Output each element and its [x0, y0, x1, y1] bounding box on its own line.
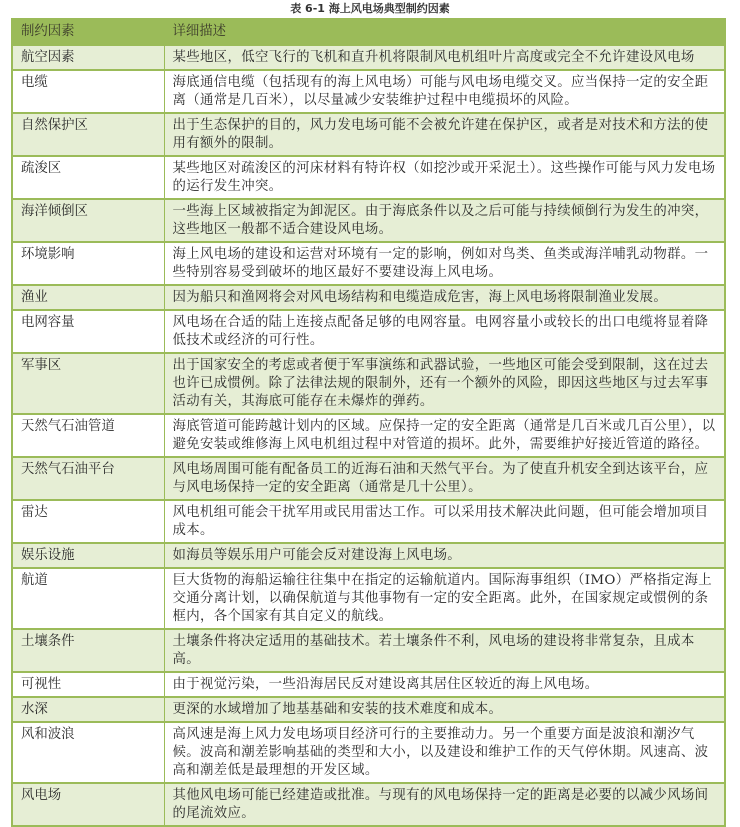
description-cell: 土壤条件将决定适用的基础技术。若土壤条件不利，风电场的建设将非常复杂，且成本高。 [164, 629, 725, 672]
constraints-table [11, 18, 726, 827]
description-cell: 更深的水域增加了地基基础和安装的技术难度和成本。 [164, 697, 725, 722]
table-row [12, 629, 725, 672]
table-row [12, 783, 725, 826]
factor-cell: 军事区 [12, 353, 164, 414]
table-row [12, 722, 725, 783]
table-row [12, 672, 725, 697]
factor-cell: 水深 [12, 697, 164, 722]
table-row [12, 45, 725, 70]
description-cell: 一些海上区域被指定为卸泥区。由于海底条件以及之后可能与持续倾倒行为发生的冲突，这些地区一般都不适合建设风电场。 [164, 199, 725, 242]
description-cell: 如海员等娱乐用户可能会反对建设海上风电场。 [164, 543, 725, 568]
factor-cell: 自然保护区 [12, 113, 164, 156]
table-row [12, 568, 725, 629]
factor-cell: 风和波浪 [12, 722, 164, 783]
description-cell: 海底通信电缆（包括现有的海上风电场）可能与风电场电缆交叉。应当保持一定的安全距离（通常是几百米），以尽量减少安装维护过程中电缆损坏的风险。 [164, 70, 725, 113]
description-cell: 海底管道可能跨越计划内的区域。应保持一定的安全距离（通常是几百米或几百公里），以避免安装或维修海上风电机组过程中对管道的损坏。此外，需要维护好接近管道的路径。 [164, 414, 725, 457]
factor-cell: 风电场 [12, 783, 164, 826]
factor-cell: 电缆 [12, 70, 164, 113]
description-cell: 风电机组可能会干扰军用或民用雷达工作。可以采用技术解决此问题，但可能会增加项目成本。 [164, 500, 725, 543]
table-row [12, 414, 725, 457]
description-cell: 出于国家安全的考虑或者便于军事演练和武器试验，一些地区可能会受到限制，这在过去也许已成惯例。除了法律法规的限制外，还有一个额外的风险，即因这些地区与过去军事活动有关，其海底可能存在未爆炸的弹药。 [164, 353, 725, 414]
description-cell: 某些地区对疏浚区的河床材料有特许权（如挖沙或开采泥土）。这些操作可能与风力发电场的运行发生冲突。 [164, 156, 725, 199]
description-cell: 海上风电场的建设和运营对环境有一定的影响，例如对鸟类、鱼类或海洋哺乳动物群。一些特别容易受到破坏的地区最好不要建设海上风电场。 [164, 242, 725, 285]
factor-cell: 疏浚区 [12, 156, 164, 199]
table-row [12, 113, 725, 156]
description-cell: 其他风电场可能已经建造或批准。与现有的风电场保持一定的距离是必要的以减少风场间的尾流效应。 [164, 783, 725, 826]
table-header-row [12, 19, 725, 45]
factor-cell: 电网容量 [12, 310, 164, 353]
description-cell: 由于视觉污染，一些沿海居民反对建设离其居住区较近的海上风电场。 [164, 672, 725, 697]
factor-cell: 天然气石油平台 [12, 457, 164, 500]
header-factor: 制约因素 [12, 19, 164, 45]
table-row [12, 156, 725, 199]
table-row [12, 457, 725, 500]
table-row [12, 285, 725, 310]
factor-cell: 环境影响 [12, 242, 164, 285]
description-cell: 风电场周围可能有配备员工的近海石油和天然气平台。为了使直升机安全到达该平台，应与风电场保持一定的安全距离（通常是几十公里）。 [164, 457, 725, 500]
description-cell: 某些地区，低空飞行的飞机和直升机将限制风电机组叶片高度或完全不允许建设风电场 [164, 45, 725, 70]
factor-cell: 航空因素 [12, 45, 164, 70]
table-row [12, 70, 725, 113]
factor-cell: 天然气石油管道 [12, 414, 164, 457]
factor-cell: 海洋倾倒区 [12, 199, 164, 242]
factor-cell: 娱乐设施 [12, 543, 164, 568]
factor-cell: 土壤条件 [12, 629, 164, 672]
table-body [12, 45, 725, 826]
factor-cell: 渔业 [12, 285, 164, 310]
description-cell: 巨大货物的海船运输往往集中在指定的运输航道内。国际海事组织（IMO）严格指定海上交通分离计划，以确保航道与其他事物有一定的安全距离。此外，在国家规定或惯例的条框内，各个国家有其自定义的航线。 [164, 568, 725, 629]
table-row [12, 697, 725, 722]
description-cell: 风电场在合适的陆上连接点配备足够的电网容量。电网容量小或较长的出口电缆将显着降低技术或经济的可行性。 [164, 310, 725, 353]
description-cell: 因为船只和渔网将会对风电场结构和电缆造成危害，海上风电场将限制渔业发展。 [164, 285, 725, 310]
table-row [12, 353, 725, 414]
table-row [12, 242, 725, 285]
table-row [12, 199, 725, 242]
description-cell: 高风速是海上风力发电场项目经济可行的主要推动力。另一个重要方面是波浪和潮汐气候。波高和潮差影响基础的类型和大小，以及建设和维护工作的天气停休期。风速高、波高和潮差低是最理想的开发区域。 [164, 722, 725, 783]
factor-cell: 可视性 [12, 672, 164, 697]
header-description: 详细描述 [164, 19, 725, 45]
factor-cell: 航道 [12, 568, 164, 629]
description-cell: 出于生态保护的目的，风力发电场可能不会被允许建在保护区，或者是对技术和方法的使用有额外的限制。 [164, 113, 725, 156]
table-row [12, 310, 725, 353]
table-row [12, 543, 725, 568]
table-caption: 表 6-1 海上风电场典型制约因素 [290, 2, 450, 15]
table-row [12, 500, 725, 543]
factor-cell: 雷达 [12, 500, 164, 543]
